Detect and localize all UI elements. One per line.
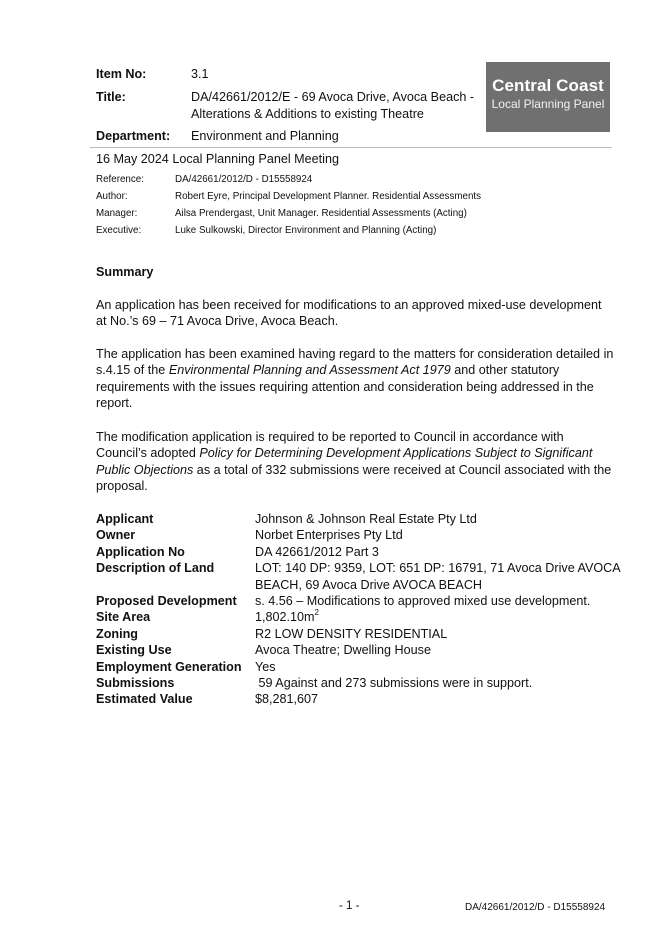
paragraph-line bbox=[96, 362, 610, 378]
page-number: - 1 - bbox=[339, 900, 360, 912]
text-run: and other statutory bbox=[450, 363, 560, 378]
detail-value: 59 Against and 273 submissions were in support. bbox=[255, 676, 533, 690]
text-run: s.4.15 of the bbox=[96, 363, 169, 378]
logo-title: Central Coast bbox=[492, 76, 604, 95]
policy-title: Public Objections bbox=[96, 462, 194, 477]
detail-label: Zoning bbox=[96, 626, 138, 641]
detail-value: R2 LOW DENSITY RESIDENTIAL bbox=[255, 626, 448, 641]
detail-value: $8,281,607 bbox=[255, 692, 319, 707]
detail-label: Existing Use bbox=[96, 643, 172, 658]
text-run: as a total of 332 submissions were received at Council associated with the bbox=[193, 462, 612, 477]
detail-label: Owner bbox=[96, 528, 136, 543]
meta-value: DA/42661/2012/D - D15558924 bbox=[175, 174, 313, 185]
summary-paragraph-3 bbox=[96, 429, 610, 495]
paragraph-line: at No.’s 69 – 71 Avoca Drive, Avoca Beach. bbox=[96, 314, 339, 329]
detail-value bbox=[255, 609, 319, 625]
meta-value: Robert Eyre, Principal Development Planner. Residential Assessments bbox=[175, 191, 482, 202]
policy-title: Policy for Determining Development Applications Subject to Significant bbox=[199, 446, 593, 461]
department-label: Department: bbox=[96, 129, 171, 143]
item-number-label: Item No: bbox=[96, 67, 147, 81]
footer-reference: DA/42661/2012/D - D15558924 bbox=[465, 902, 606, 913]
item-number-value: 3.1 bbox=[191, 67, 209, 81]
summary-paragraph-1 bbox=[96, 297, 610, 330]
paragraph-line: An application has been received for modifications to an approved mixed-use development bbox=[96, 298, 602, 312]
detail-value: DA 42661/2012 Part 3 bbox=[255, 544, 379, 559]
meta-label: Reference: bbox=[96, 174, 144, 185]
meta-label: Author: bbox=[96, 191, 128, 202]
title-line-2: Alterations & Additions to existing Theatre bbox=[191, 107, 424, 121]
meta-label: Executive: bbox=[96, 225, 142, 236]
detail-label: Proposed Development bbox=[96, 594, 237, 608]
department-value: Environment and Planning bbox=[191, 129, 339, 143]
header-divider bbox=[90, 147, 612, 148]
summary-paragraph-2 bbox=[96, 346, 614, 412]
paragraph-line bbox=[96, 445, 610, 461]
site-area-value: 1,802.10m bbox=[255, 610, 315, 625]
detail-value bbox=[255, 560, 621, 593]
detail-label: Application No bbox=[96, 544, 185, 559]
detail-value: Norbet Enterprises Pty Ltd bbox=[255, 528, 403, 543]
superscript: 2 bbox=[314, 608, 319, 618]
detail-value: Johnson & Johnson Real Estate Pty Ltd bbox=[255, 512, 477, 526]
title-line-1: DA/42661/2012/E - 69 Avoca Drive, Avoca Beach - bbox=[191, 90, 475, 104]
detail-value: s. 4.56 – Modifications to approved mixed use development. bbox=[255, 594, 591, 608]
meeting-title: 16 May 2024 Local Planning Panel Meeting bbox=[96, 152, 339, 166]
paragraph-line: report. bbox=[96, 396, 133, 411]
title-value bbox=[191, 89, 474, 123]
title-label: Title: bbox=[96, 90, 126, 104]
text-run: Council’s adopted bbox=[96, 446, 200, 461]
detail-label: Estimated Value bbox=[96, 692, 193, 707]
detail-label: Site Area bbox=[96, 610, 151, 625]
paragraph-line: The modification application is required to be reported to Council in accordance with bbox=[96, 430, 564, 444]
detail-value-line: LOT: 140 DP: 9359, LOT: 651 DP: 16791, 71 Avoca Drive AVOCA bbox=[255, 561, 621, 576]
paragraph-line bbox=[96, 462, 610, 478]
paragraph-line: The application has been examined having regard to the matters for consideration detailed in bbox=[96, 347, 614, 361]
detail-label: Description of Land bbox=[96, 561, 215, 576]
detail-value-line: BEACH, 69 Avoca Drive AVOCA BEACH bbox=[255, 577, 483, 592]
paragraph-line: requirements with the issues requiring attention and consideration being addressed in the bbox=[96, 379, 594, 394]
act-title: Environmental Planning and Assessment Act 1979 bbox=[168, 363, 451, 378]
meta-value: Ailsa Prendergast, Unit Manager. Residential Assessments (Acting) bbox=[175, 208, 467, 219]
detail-value: Yes bbox=[255, 659, 276, 674]
detail-label: Submissions bbox=[96, 676, 175, 690]
detail-label: Applicant bbox=[96, 512, 154, 526]
detail-value: Avoca Theatre; Dwelling House bbox=[255, 643, 431, 658]
summary-heading: Summary bbox=[96, 265, 154, 279]
central-coast-logo bbox=[486, 62, 610, 132]
logo-subtitle: Local Planning Panel bbox=[491, 97, 605, 111]
paragraph-line: proposal. bbox=[96, 479, 148, 494]
meta-label: Manager: bbox=[96, 208, 138, 219]
meta-value: Luke Sulkowski, Director Environment and Planning (Acting) bbox=[175, 225, 437, 236]
detail-label: Employment Generation bbox=[96, 659, 242, 674]
